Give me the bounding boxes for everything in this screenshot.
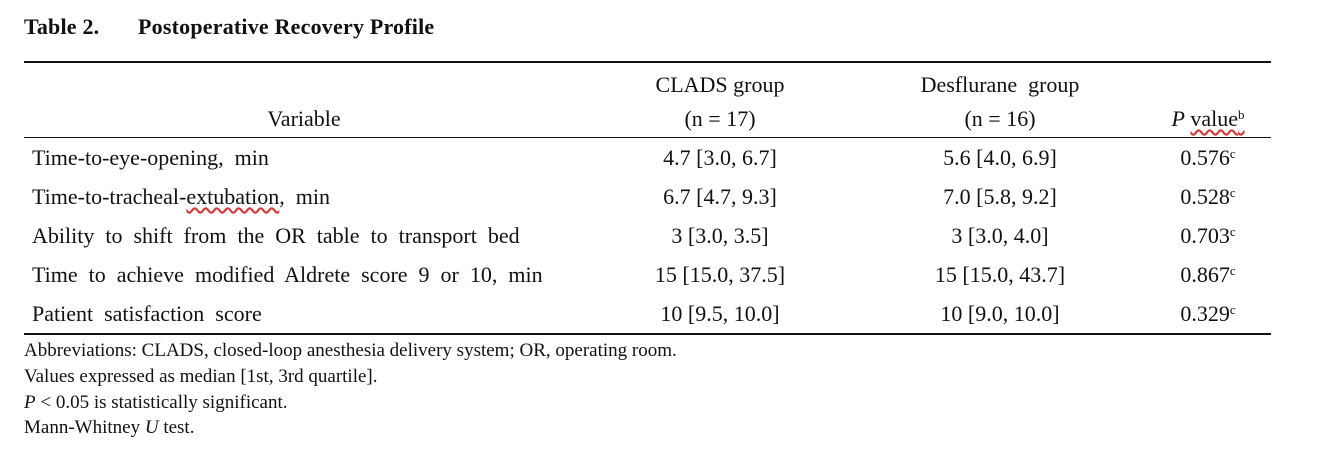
header-clads-n: (n = 17) [684, 106, 756, 131]
bottom-rule [24, 333, 1271, 335]
footnote-values: Values expressed as median [1st, 3rd quartile]. [24, 366, 378, 387]
row-3-p-mark: c [1229, 224, 1236, 239]
row-1-p-value: 0.576 [1180, 145, 1230, 170]
footnote-test-b: test. [158, 417, 195, 438]
row-1-desflurane: 5.6 [4.0, 6.9] [943, 145, 1057, 170]
row-4-desflurane: 15 [15.0, 43.7] [934, 262, 1066, 287]
row-3-p-value: 0.703 [1180, 223, 1230, 248]
row-2-variable [32, 184, 330, 210]
row-2-p [1180, 184, 1235, 210]
row-4-p [1180, 262, 1235, 288]
row-3-desflurane: 3 [3.0, 4.0] [951, 223, 1049, 248]
row-5-desflurane: 10 [9.0, 10.0] [940, 301, 1060, 326]
row-2-p-value: 0.528 [1180, 184, 1230, 209]
row-5-variable: Patient satisfaction score [32, 301, 262, 326]
table-number: Table 2. [24, 14, 100, 39]
header-rule [24, 137, 1271, 138]
row-2-variable-a: Time-to-tracheal- [32, 184, 187, 209]
row-5-p [1180, 301, 1235, 327]
header-p-rest: value [1190, 106, 1239, 131]
row-4-p-value: 0.867 [1180, 262, 1230, 287]
row-2-variable-c: , min [279, 184, 330, 209]
row-3-variable: Ability to shift from the OR table to transport bed [32, 223, 520, 248]
row-2-variable-b: extubation [186, 184, 280, 209]
row-4-clads: 15 [15.0, 37.5] [654, 262, 786, 287]
footnote-sig-rest: < 0.05 is statistically significant. [35, 392, 288, 413]
footnote-test-a: Mann-Whitney [24, 417, 145, 438]
header-clads-name: CLADS group [655, 72, 785, 97]
row-4-variable: Time to achieve modified Aldrete score 9 or 10, min [32, 262, 543, 287]
row-2-p-mark: c [1229, 185, 1236, 200]
row-2-clads: 6.7 [4.7, 9.3] [663, 184, 777, 209]
row-1-p-mark: c [1229, 146, 1236, 161]
row-2-desflurane: 7.0 [5.8, 9.2] [943, 184, 1057, 209]
footnote-sig-italic: P [24, 392, 36, 413]
row-1-p [1180, 145, 1235, 171]
row-5-p-mark: c [1229, 302, 1236, 317]
row-1-clads: 4.7 [3.0, 6.7] [663, 145, 777, 170]
footnote-abbreviations: Abbreviations: CLADS, closed-loop anesthesia delivery system; OR, operating room. [24, 340, 677, 361]
footnote-test [24, 416, 194, 440]
row-3-clads: 3 [3.0, 3.5] [671, 223, 769, 248]
row-4-p-mark: c [1229, 263, 1236, 278]
top-rule [24, 61, 1271, 63]
header-p-italic: P [1171, 106, 1185, 131]
table-title-text: Postoperative Recovery Profile [138, 14, 435, 39]
footnote-significance [24, 391, 288, 415]
row-3-p [1180, 223, 1235, 249]
header-p-value [1171, 106, 1244, 132]
row-1-variable: Time-to-eye-opening, min [32, 145, 269, 170]
header-desflurane-n: (n = 16) [964, 106, 1036, 131]
table-title [24, 14, 434, 40]
row-5-clads: 10 [9.5, 10.0] [660, 301, 780, 326]
header-p-mark: b [1238, 107, 1245, 122]
header-desflurane-name: Desflurane group [920, 72, 1080, 97]
header-variable: Variable [267, 106, 341, 131]
footnote-test-italic: U [144, 417, 159, 438]
row-5-p-value: 0.329 [1180, 301, 1230, 326]
